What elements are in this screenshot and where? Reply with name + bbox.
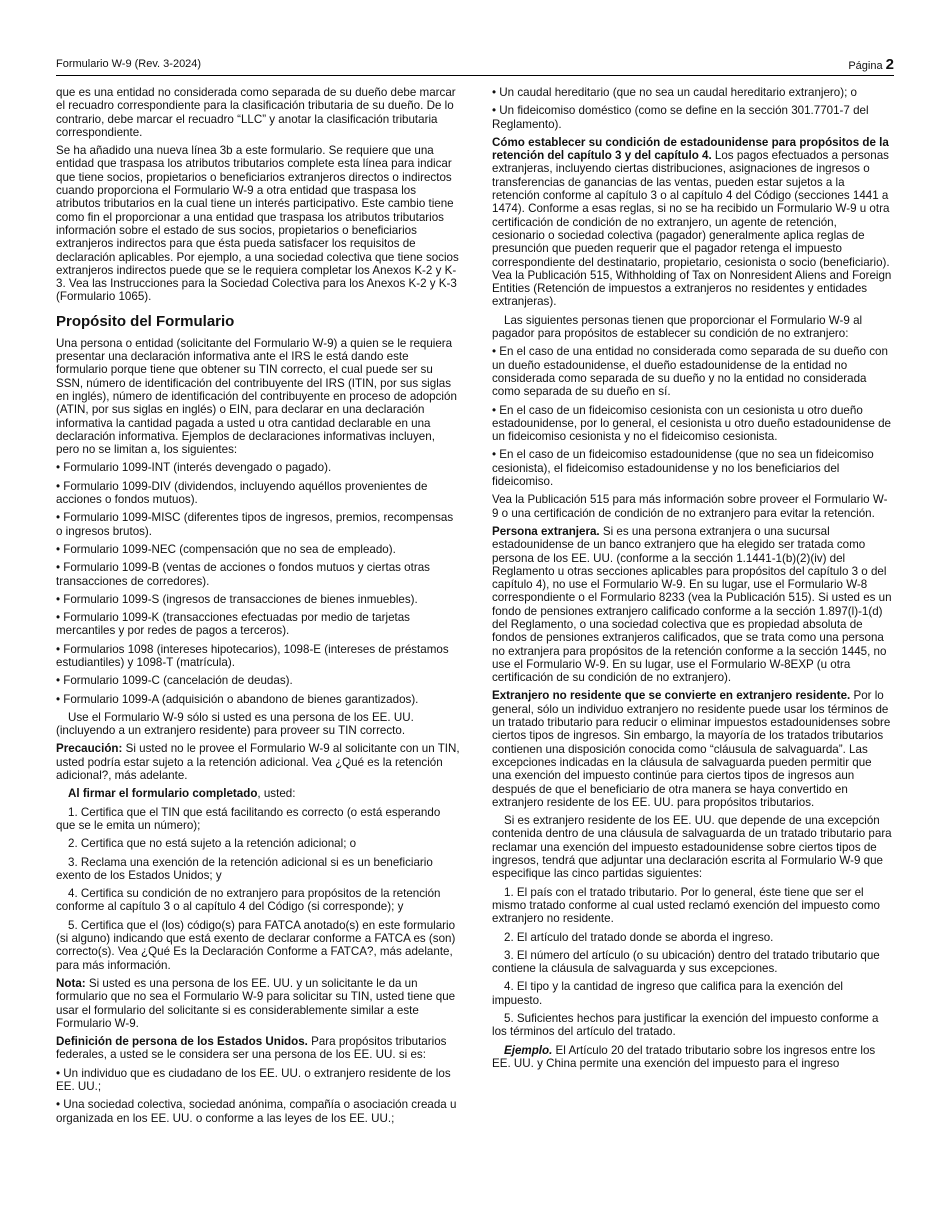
nonresident-lead: Extranjero no residente que se convierte en extranjero residente. (492, 689, 851, 703)
paragraph: Una persona o entidad (solicitante del Formulario W-9) a quien se le requiera presentar una declaración informativa ante el IRS le está dando este formulario porque tiene que obtener su TIN correcto, el cual puede ser su SSN, número de identificación del contribuyente del IRS (ITIN, por sus siglas en inglés), número de identificación del contribuyente en proceso de adopción (ATIN, por sus siglas en inglés) o EIN, para declarar en una declaración informativa la cantidad pagada a usted u otra cantidad declarable en una declaración informativa. Ejemplos de declaraciones informativas incluyen, pero no se limitan a, los siguientes: (56, 336, 457, 457)
paragraph: Si es extranjero residente de los EE. UU. que depende de una excepción contenida dentro de una cláusula de salvaguarda de un tratado tributario para reclamar una exención del impuesto estadounidense sobre ciertos tipos de ingresos, tendrá que adjuntar una declaración escrita al Formulario W-9 que especifique las cinco partidas siguientes: (492, 814, 892, 881)
status-paragraph (492, 136, 892, 309)
paragraph: Vea la Publicación 515 para más información sobre proveer el Formulario W-9 o una certificación de condición de no extranjero para evitar la retención. (492, 493, 888, 520)
definition-text: Para propósitos tributarios federales, a usted se le considera ser una persona de los EE. UU. si es: (56, 1035, 447, 1062)
list-item: • Una sociedad colectiva, sociedad anónima, compañía o asociación creada u organizada en los EE. UU. o conforme a las leyes de los EE. UU.; (56, 1098, 457, 1125)
list-item: 4. El tipo y la cantidad de ingreso que califica para la exención del impuesto. (492, 980, 844, 1007)
list-item: • En el caso de un fideicomiso cesionista con un cesionista u otro dueño estadounidense, por lo general, el cesionista u otro dueño estadounidense de un fideicomiso cesionista y no el fideicomiso cesionista. (492, 403, 891, 444)
page-label: Página (848, 60, 883, 72)
caution-text: Si usted no le provee el Formulario W-9 al solicitante con un TIN, usted podría estar sujeto a la retención adicional. Vea ¿Qué es la retención adicional?, más adelante. (56, 742, 460, 783)
foreign-person-text: Si es una persona extranjera o una sucursal estadounidense de un banco extranjero que ha elegido ser tratada como persona de los EE. UU. (conforme a la sección 1.1441-1(b)(2)(iv) del Reglamento u otras secciones aplicables para propósitos del capítulo 3 o del capítulo 4), no use el Formulario W-9. En su lugar, use el Formulario W-8 correspondiente o el Formulario 8233 (vea la Publicación 515). Si usted es un fondo de pensiones extranjero calificado conforme a la sección 1.897(l)-1(d) del Reglamento, o una sociedad colectiva que es propiedad absoluta de fondos de pensiones extranjeros calificados, que se trata como una persona no extranjera para propósitos de la retención conforme a la sección 1445, no use el Formulario W-9. En su lugar, use el Formulario W-8EXP (u otra certificación de su condición de no extranjero). (492, 524, 892, 685)
paragraph: Se ha añadido una nueva línea 3b a este formulario. Se requiere que una entidad que traspasa los atributos tributarios complete esta línea para indicar que tiene socios, propietarios o beneficiarios extranjeros directos o indirectos cuando proporciona el Formulario W-9 a otra entidad que traspasa los atributos tributarios en la cual tiene un interés participativo. Este cambio tiene como fin el proporcionar a una entidad que traspasa los atributos tributarios información sobre el estado de sus socios, propietarios o beneficiarios extranjeros indirectos para que ésta pueda satisfacer los requisitos de declaración aplicables. Por ejemplo, a una sociedad colectiva que tiene socios extranjeros indirectos puede que se le requiera completar los Anexos K-2 y K-3. Vea las Instrucciones para la Sociedad Colectiva para los Anexos K-2 y K-3 (Formulario 1065). (56, 144, 459, 304)
paragraph: que es una entidad no considerada como separada de su dueño debe marcar el recuadro correspondiente para la clasificación tributaria de su dueño. De lo contrario, debe marcar el recuadro “LLC” y anotar la clasificación tributaria correspondiente. (56, 86, 456, 139)
signing-text: , usted: (257, 787, 296, 801)
left-column (56, 86, 460, 1130)
list-item: 1. Certifica que el TIN que está facilitando es correcto (o está esperando que se le emita un número); (56, 805, 441, 832)
list-item: 1. El país con el tratado tributario. Por lo general, éste tiene que ser el mismo tratado conforme al cual usted reclamó exención del impuesto como extranjero no residente. (492, 885, 880, 926)
page-number: 2 (885, 56, 894, 73)
list-item: • En el caso de un fideicomiso estadounidense (que no sea un fideicomiso cesionista), el fideicomiso estadounidense y no los beneficiarios del fideicomiso. (492, 448, 874, 489)
right-column (492, 86, 892, 1075)
definition-paragraph (56, 1035, 460, 1062)
caution-lead: Precaución: (56, 742, 123, 756)
list-item: • Formulario 1099-NEC (compensación que no sea de empleado). (56, 542, 396, 556)
list-item: 3. El número del artículo (o su ubicación) dentro del tratado tributario que contiene la cláusula de salvaguarda y sus excepciones. (492, 948, 880, 976)
list-item: • Formulario 1099-MISC (diferentes tipos de ingresos, premios, recompensas o ingresos brutos). (56, 511, 454, 538)
list-item: 4. Certifica su condición de no extranjero para propósitos de la retención conforme al capítulo 3 o al capítulo 4 del Código (si corresponde); y (56, 887, 441, 914)
example-lead: Ejemplo. (504, 1043, 553, 1057)
foreign-person-paragraph (492, 525, 892, 685)
page-header (56, 56, 894, 74)
nonresident-text: Por lo general, sólo un individuo extranjero no residente puede usar los términos de un tratado tributario para reducir o eliminar impuestos estadounidenses sobre ciertos tipos de ingresos. Sin embargo, la mayoría de los tratados tributarios contienen una disposición conocida como “cláusula de salvaguarda”. Las excepciones indicadas en la cláusula de salvaguarda pueden permitir que una exención del impuesto continúe para ciertos tipos de ingresos aun después de que el beneficiario de otra manera se haya convertido en extranjero residente de los EE. UU. para propósitos tributarios. (492, 689, 891, 809)
example-text: El Artículo 20 del tratado tributario sobre los ingresos entre los EE. UU. y China permite una exención del impuesto para el ingreso (492, 1043, 876, 1070)
list-item: • Formulario 1099-DIV (dividendos, incluyendo aquéllos provenientes de acciones o fondos mutuos). (56, 479, 428, 507)
list-item: • Un individuo que es ciudadano de los EE. UU. o extranjero residente de los EE. UU.; (56, 1066, 451, 1093)
status-text: Los pagos efectuados a personas extranjeras, incluyendo ciertas distribuciones, asignaciones de ingresos o transferencias de ganancias de las ventas, pueden estar sujetos a la retención conforme al capítulo 3 o al capítulo 4 del Código (secciones 1441 a 1474). Conforme a esas reglas, si no se ha recibido un Formulario W-9 u otra certificación de condición de no extranjero, un agente de retención, cesionario o sociedad colectiva (pagador) generalmente aplica reglas de presunción que pueden requerir que el pagador retenga el impuesto correspondiente del destinatario, propietario, cesionista o socio (beneficiario). Vea la Publicación 515, Withholding of Tax on Nonresident Aliens and Foreign Entities (Retención de impuestos a extranjeros no residentes y entidades extranjeras). (492, 149, 892, 309)
list-item: 2. Certifica que no está sujeto a la retención adicional; o (68, 837, 357, 851)
list-item: • Formularios 1098 (intereses hipotecarios), 1098-E (intereses de préstamos estudiantiles) y 1098-T (matrícula). (56, 642, 449, 669)
signing-lead: Al firmar el formulario completado (68, 787, 258, 801)
list-item: 5. Suficientes hechos para justificar la exención del impuesto conforme a los términos del artículo del tratado. (492, 1012, 879, 1039)
header-rule (56, 75, 894, 76)
list-item: • Un fideicomiso doméstico (como se define en la sección 301.7701-7 del Reglamento). (492, 104, 869, 131)
definition-lead: Definición de persona de los Estados Unidos. (56, 1035, 308, 1049)
list-item: • Formulario 1099-S (ingresos de transacciones de bienes inmuebles). (56, 592, 418, 606)
list-item: • En el caso de una entidad no considerada como separada de su dueño con un dueño estadounidense, el dueño estadounidense de la entidad no considerada como separada de su dueño y no la entidad no considerada como separada de su dueño en sí. (492, 345, 888, 399)
page-indicator (848, 56, 894, 73)
note-paragraph (56, 977, 460, 1030)
section-heading: Propósito del Formulario (56, 312, 235, 330)
list-item: • Formulario 1099-A (adquisición o abandono de bienes garantizados). (56, 692, 419, 706)
list-item: • Formulario 1099-B (ventas de acciones o fondos mutuos y ciertas otras transacciones de corredores). (56, 561, 430, 588)
nonresident-paragraph (492, 689, 892, 809)
paragraph: Las siguientes personas tienen que proporcionar el Formulario W-9 al pagador para propósitos de establecer su condición de no extranjero: (492, 313, 863, 341)
list-item: • Formulario 1099-INT (interés devengado o pagado). (56, 461, 332, 475)
list-item: • Un caudal hereditario (que no sea un caudal hereditario extranjero); o (492, 86, 857, 99)
list-item: • Formulario 1099-C (cancelación de deudas). (56, 674, 293, 688)
form-revision: Formulario W-9 (Rev. 3-2024) (56, 58, 202, 70)
list-item: 2. El artículo del tratado donde se aborda el ingreso. (504, 930, 774, 944)
note-text: Si usted es una persona de los EE. UU. y un solicitante le da un formulario que no sea el Formulario W-9 para solicitar su TIN, usted tiene que usar el formulario del solicitante si es considerablemente similar a este Formulario W-9. (56, 976, 456, 1030)
example-paragraph (492, 1044, 892, 1071)
list-item: • Formulario 1099-K (transacciones efectuadas por medio de tarjetas mercantiles y por redes de pagos a terceros). (56, 611, 410, 638)
list-item: 5. Certifica que el (los) código(s) para FATCA anotado(s) en este formulario (si alguno) indicando que está exento de declarar conforme a FATCA es (son) correcto(s). Vea ¿Qué Es la Declaración Conforme a FATCA?, más adelante, para más información. (56, 918, 456, 972)
caution-paragraph (56, 742, 460, 782)
list-item: 3. Reclama una exención de la retención adicional si es un beneficiario exento de los Estados Unidos; y (56, 855, 433, 882)
status-lead: Cómo establecer su condición de estadounidense para propósitos de la retención del capítulo 3 y del capítulo 4. (492, 135, 889, 163)
paragraph: Use el Formulario W-9 sólo si usted es una persona de los EE. UU. (incluyendo a un extranjero residente) para proveer su TIN correcto. (56, 710, 414, 738)
signing-paragraph (56, 787, 460, 800)
note-lead: Nota: (56, 976, 86, 990)
foreign-person-lead: Persona extranjera. (492, 524, 600, 538)
